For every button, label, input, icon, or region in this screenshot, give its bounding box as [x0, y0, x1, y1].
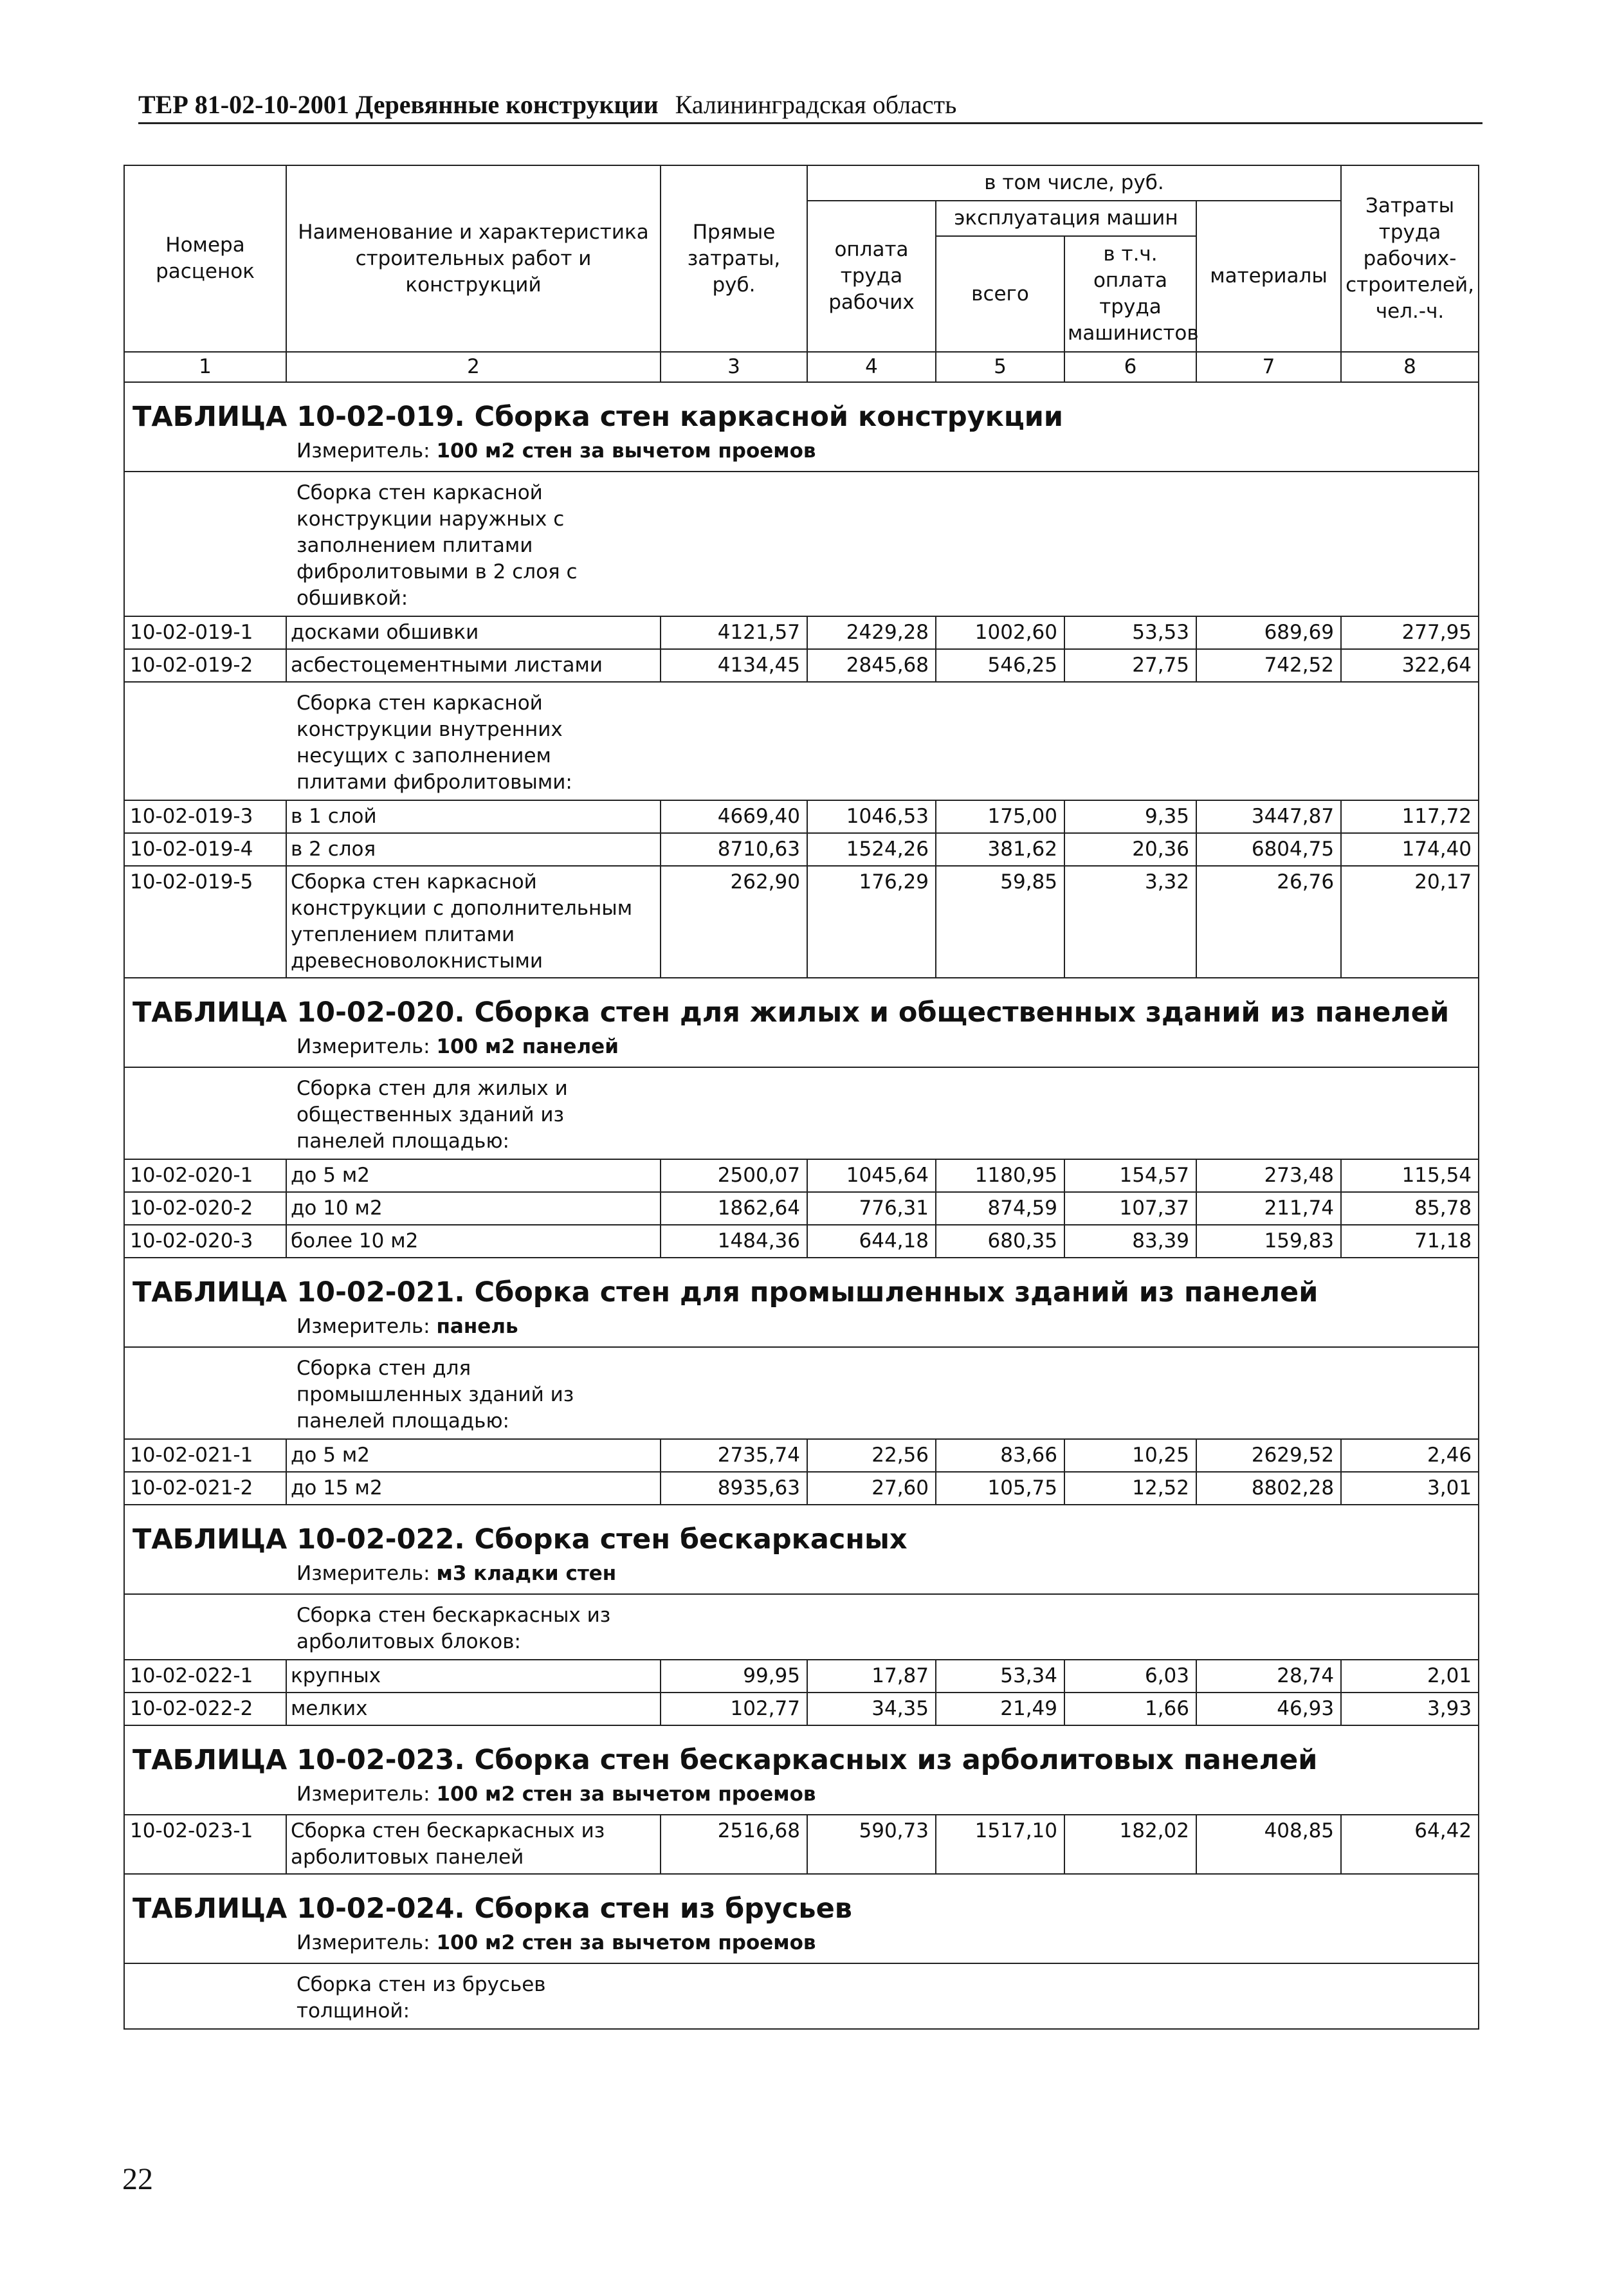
unit-value: 100 м2 панелей: [436, 1035, 619, 1058]
worker-pay: 34,35: [807, 1693, 936, 1725]
materials: 2629,52: [1196, 1439, 1341, 1472]
group-description: Сборка стен для жилых и общественных зданий из панелей площадью:: [297, 1077, 568, 1153]
labor-hours: 117,72: [1341, 800, 1479, 833]
unit-label: Измеритель:: [297, 1931, 430, 1954]
direct-costs: 8710,63: [661, 833, 807, 866]
section-title: ТАБЛИЦА 10-02-019. Сборка стен каркасной конструкции: [132, 401, 1063, 433]
column-number: 3: [661, 352, 807, 382]
materials: 28,74: [1196, 1660, 1341, 1693]
work-name: до 15 м2: [286, 1472, 661, 1505]
unit-value: 100 м2 стен за вычетом проемов: [436, 1931, 816, 1954]
table-section-019: [124, 382, 1479, 978]
worker-pay: 1045,64: [807, 1159, 936, 1192]
materials: 26,76: [1196, 866, 1341, 978]
rate-code: 10-02-019-1: [124, 616, 286, 649]
table-row: [124, 866, 1479, 978]
machines-total: 680,35: [936, 1225, 1064, 1258]
materials: 408,85: [1196, 1815, 1341, 1874]
rate-code: 10-02-020-3: [124, 1225, 286, 1258]
unit-value: 100 м2 стен за вычетом проемов: [436, 1783, 816, 1806]
direct-costs: 4134,45: [661, 649, 807, 682]
work-name: более 10 м2: [286, 1225, 661, 1258]
machines-total: 21,49: [936, 1693, 1064, 1725]
column-header-rate-number: Номера расценок: [124, 165, 286, 352]
unit-value: м3 кладки стен: [436, 1562, 617, 1585]
table-row: [124, 1225, 1479, 1258]
operator-pay: 3,32: [1064, 866, 1196, 978]
section-title: ТАБЛИЦА 10-02-024. Сборка стен из брусьев: [132, 1893, 852, 1925]
work-name: в 1 слой: [286, 800, 661, 833]
work-name: до 5 м2: [286, 1439, 661, 1472]
table-row: [124, 1439, 1479, 1472]
group-description: Сборка стен из брусьев толщиной:: [297, 1973, 546, 2023]
labor-hours: 277,95: [1341, 616, 1479, 649]
unit-value: панель: [436, 1315, 518, 1338]
column-number: 7: [1196, 352, 1341, 382]
worker-pay: 17,87: [807, 1660, 936, 1693]
page-header: [138, 89, 1483, 124]
machines-total: 83,66: [936, 1439, 1064, 1472]
column-group-header-including: в том числе, руб.: [807, 165, 1341, 201]
work-name: Сборка стен каркасной конструкции с дополнительным утеплением плитами древесноволокнистыми: [286, 866, 661, 978]
direct-costs: 102,77: [661, 1693, 807, 1725]
labor-hours: 3,93: [1341, 1693, 1479, 1725]
materials: 742,52: [1196, 649, 1341, 682]
column-header-machines-total: всего: [936, 236, 1064, 352]
table-section-023: [124, 1725, 1479, 1874]
direct-costs: 2735,74: [661, 1439, 807, 1472]
labor-hours: 64,42: [1341, 1815, 1479, 1874]
work-name: Сборка стен бескаркасных из арболитовых панелей: [286, 1815, 661, 1874]
direct-costs: 4669,40: [661, 800, 807, 833]
materials: 46,93: [1196, 1693, 1341, 1725]
materials: 3447,87: [1196, 800, 1341, 833]
unit-value: 100 м2 стен за вычетом проемов: [436, 439, 816, 463]
work-name: мелких: [286, 1693, 661, 1725]
rate-code: 10-02-023-1: [124, 1815, 286, 1874]
unit-label: Измеритель:: [297, 1562, 430, 1585]
operator-pay: 27,75: [1064, 649, 1196, 682]
labor-hours: 174,40: [1341, 833, 1479, 866]
rate-code: 10-02-019-2: [124, 649, 286, 682]
labor-hours: 115,54: [1341, 1159, 1479, 1192]
operator-pay: 1,66: [1064, 1693, 1196, 1725]
worker-pay: 776,31: [807, 1192, 936, 1225]
worker-pay: 27,60: [807, 1472, 936, 1505]
table-section-024: [124, 1874, 1479, 2029]
rates-table: [123, 165, 1479, 2030]
operator-pay: 182,02: [1064, 1815, 1196, 1874]
work-name: досками обшивки: [286, 616, 661, 649]
table-section-020: [124, 978, 1479, 1258]
table-row: [124, 800, 1479, 833]
unit-label: Измеритель:: [297, 1783, 430, 1806]
rate-code: 10-02-020-1: [124, 1159, 286, 1192]
work-name: в 2 слоя: [286, 833, 661, 866]
rates-sheet: [123, 165, 1478, 2030]
table-row: [124, 1815, 1479, 1874]
column-header-worker-pay: оплата труда рабочих: [807, 201, 936, 352]
materials: 6804,75: [1196, 833, 1341, 866]
rate-code: 10-02-021-1: [124, 1439, 286, 1472]
table-row: [124, 1192, 1479, 1225]
section-title: ТАБЛИЦА 10-02-021. Сборка стен для промышленных зданий из панелей: [132, 1276, 1318, 1308]
page-number: 22: [122, 2162, 153, 2196]
rate-code: 10-02-020-2: [124, 1192, 286, 1225]
operator-pay: 83,39: [1064, 1225, 1196, 1258]
section-title: ТАБЛИЦА 10-02-020. Сборка стен для жилых и общественных зданий из панелей: [132, 996, 1450, 1029]
group-description: Сборка стен каркасной конструкции внутренних несущих с заполнением плитами фибролитовыми:: [297, 692, 572, 794]
materials: 689,69: [1196, 616, 1341, 649]
machines-total: 1002,60: [936, 616, 1064, 649]
work-name: до 5 м2: [286, 1159, 661, 1192]
rate-code: 10-02-022-2: [124, 1693, 286, 1725]
direct-costs: 1484,36: [661, 1225, 807, 1258]
group-description: Сборка стен бескаркасных из арболитовых блоков:: [297, 1604, 611, 1653]
table-row: [124, 1693, 1479, 1725]
column-number: 4: [807, 352, 936, 382]
labor-hours: 85,78: [1341, 1192, 1479, 1225]
machines-total: 381,62: [936, 833, 1064, 866]
document-code-title: ТЕР 81-02-10-2001 Деревянные конструкции: [138, 90, 659, 119]
worker-pay: 644,18: [807, 1225, 936, 1258]
column-number: 2: [286, 352, 661, 382]
unit-label: Измеритель:: [297, 1035, 430, 1058]
operator-pay: 12,52: [1064, 1472, 1196, 1505]
rate-code: 10-02-019-4: [124, 833, 286, 866]
work-name: крупных: [286, 1660, 661, 1693]
work-name: до 10 м2: [286, 1192, 661, 1225]
table-row: [124, 649, 1479, 682]
column-header-operator-pay: в т.ч. оплата труда машинистов: [1064, 236, 1196, 352]
work-name: асбестоцементными листами: [286, 649, 661, 682]
operator-pay: 9,35: [1064, 800, 1196, 833]
worker-pay: 2429,28: [807, 616, 936, 649]
direct-costs: 99,95: [661, 1660, 807, 1693]
labor-hours: 2,01: [1341, 1660, 1479, 1693]
table-section-021: [124, 1258, 1479, 1505]
direct-costs: 2500,07: [661, 1159, 807, 1192]
rate-code: 10-02-019-3: [124, 800, 286, 833]
table-section-022: [124, 1505, 1479, 1725]
direct-costs: 262,90: [661, 866, 807, 978]
unit-label: Измеритель:: [297, 439, 430, 463]
machines-total: 105,75: [936, 1472, 1064, 1505]
table-row: [124, 833, 1479, 866]
column-header-work-name: Наименование и характеристика строительных работ и конструкций: [286, 165, 661, 352]
machines-total: 59,85: [936, 866, 1064, 978]
machines-total: 546,25: [936, 649, 1064, 682]
worker-pay: 176,29: [807, 866, 936, 978]
column-number: 8: [1341, 352, 1479, 382]
labor-hours: 71,18: [1341, 1225, 1479, 1258]
machines-total: 1517,10: [936, 1815, 1064, 1874]
worker-pay: 22,56: [807, 1439, 936, 1472]
document-region: Калининградская область: [675, 90, 957, 119]
column-number: 6: [1064, 352, 1196, 382]
section-title: ТАБЛИЦА 10-02-023. Сборка стен бескаркасных из арболитовых панелей: [132, 1744, 1318, 1776]
section-title: ТАБЛИЦА 10-02-022. Сборка стен бескаркасных: [132, 1523, 908, 1556]
operator-pay: 154,57: [1064, 1159, 1196, 1192]
group-description: Сборка стен для промышленных зданий из панелей площадью:: [297, 1357, 574, 1433]
operator-pay: 10,25: [1064, 1439, 1196, 1472]
materials: 273,48: [1196, 1159, 1341, 1192]
labor-hours: 322,64: [1341, 649, 1479, 682]
column-header-labor-hours: Затраты труда рабочих-строителей, чел.-ч.: [1341, 165, 1479, 352]
rate-code: 10-02-022-1: [124, 1660, 286, 1693]
table-row: [124, 1660, 1479, 1693]
labor-hours: 3,01: [1341, 1472, 1479, 1505]
machines-total: 874,59: [936, 1192, 1064, 1225]
rate-code: 10-02-021-2: [124, 1472, 286, 1505]
worker-pay: 590,73: [807, 1815, 936, 1874]
unit-label: Измеритель:: [297, 1315, 430, 1338]
column-header-direct-costs: Прямые затраты, руб.: [661, 165, 807, 352]
worker-pay: 1046,53: [807, 800, 936, 833]
column-group-header-machines: эксплуатация машин: [936, 201, 1196, 236]
group-description: Сборка стен каркасной конструкции наружных с заполнением плитами фибролитовыми в 2 слоя с обшивкой:: [297, 481, 578, 610]
materials: 159,83: [1196, 1225, 1341, 1258]
labor-hours: 2,46: [1341, 1439, 1479, 1472]
direct-costs: 4121,57: [661, 616, 807, 649]
direct-costs: 8935,63: [661, 1472, 807, 1505]
table-row: [124, 616, 1479, 649]
direct-costs: 2516,68: [661, 1815, 807, 1874]
column-number: 5: [936, 352, 1064, 382]
operator-pay: 53,53: [1064, 616, 1196, 649]
table-row: [124, 1472, 1479, 1505]
column-header-materials: материалы: [1196, 201, 1341, 352]
machines-total: 175,00: [936, 800, 1064, 833]
materials: 211,74: [1196, 1192, 1341, 1225]
operator-pay: 20,36: [1064, 833, 1196, 866]
materials: 8802,28: [1196, 1472, 1341, 1505]
operator-pay: 6,03: [1064, 1660, 1196, 1693]
machines-total: 1180,95: [936, 1159, 1064, 1192]
operator-pay: 107,37: [1064, 1192, 1196, 1225]
labor-hours: 20,17: [1341, 866, 1479, 978]
table-row: [124, 1159, 1479, 1192]
worker-pay: 2845,68: [807, 649, 936, 682]
machines-total: 53,34: [936, 1660, 1064, 1693]
column-number: 1: [124, 352, 286, 382]
direct-costs: 1862,64: [661, 1192, 807, 1225]
rate-code: 10-02-019-5: [124, 866, 286, 978]
worker-pay: 1524,26: [807, 833, 936, 866]
